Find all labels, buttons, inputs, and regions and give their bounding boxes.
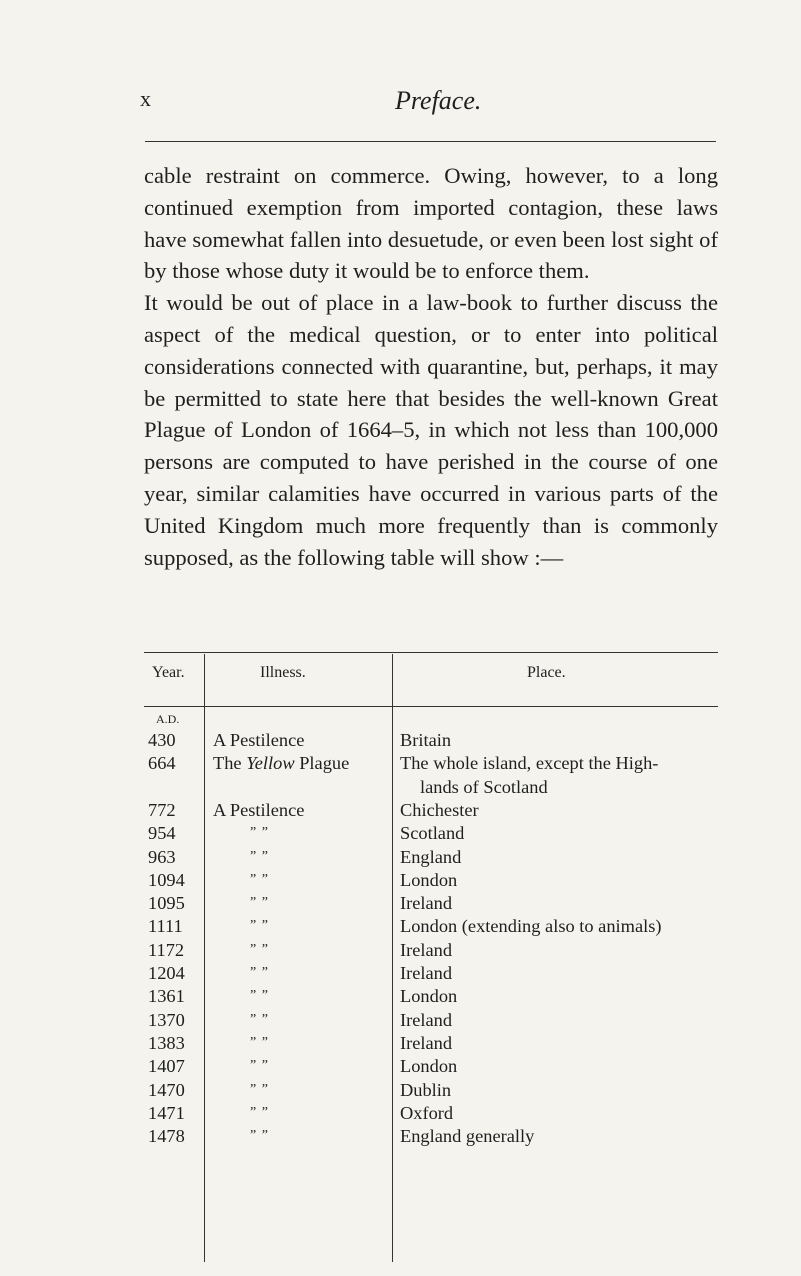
column-header-illness: Illness. (260, 664, 306, 681)
ditto-mark: ” ” (250, 1128, 269, 1144)
year-cell: 1478 (148, 1126, 185, 1147)
ditto-mark: ” ” (250, 848, 269, 864)
year-cell: 664 (148, 753, 176, 774)
place-cell: London (400, 1056, 458, 1077)
ditto-mark: ” ” (250, 918, 269, 934)
ditto-mark: ” ” (250, 1058, 269, 1074)
place-cell-continuation: lands of Scotland (420, 776, 548, 797)
illness-text: A Pestilence (213, 730, 305, 750)
year-cell: 1095 (148, 893, 185, 914)
place-cell: Chichester (400, 799, 479, 820)
year-cell: 430 (148, 730, 176, 750)
illness-text: A Pestilence (213, 799, 305, 820)
illness-italic-text: Yellow (246, 753, 295, 774)
place-cell: Scotland (400, 823, 465, 844)
body-text (144, 160, 718, 573)
year-cell: 1172 (148, 939, 185, 960)
page-header (0, 86, 801, 126)
illness-text: The (213, 753, 247, 774)
page-number: x (140, 86, 151, 111)
ditto-mark: ” ” (250, 941, 269, 957)
illness-cell (213, 753, 349, 774)
ditto-mark: ” ” (250, 988, 269, 1004)
illness-suffix-text: Plague (294, 753, 350, 774)
illness-cell (213, 800, 304, 821)
place-cell: England generally (400, 1126, 535, 1147)
year-cell: 1361 (148, 986, 185, 1007)
place-cell: Ireland (400, 1032, 453, 1053)
ditto-mark: ” ” (250, 871, 269, 887)
place-cell: London (400, 869, 458, 890)
year-cell: 1470 (148, 1079, 185, 1100)
table-top-rule (144, 652, 718, 653)
ditto-mark: ” ” (250, 965, 269, 980)
place-cell: Ireland (400, 1009, 453, 1030)
year-cell: 954 (148, 823, 176, 844)
ditto-mark: ” ” (250, 1034, 269, 1050)
year-cell: 1111 (148, 916, 183, 937)
ditto-mark: ” ” (250, 1011, 269, 1027)
column-header-year: Year. (152, 664, 185, 681)
place-cell: Britain (400, 730, 452, 750)
column-divider-1 (204, 654, 205, 1262)
place-cell: Ireland (400, 939, 453, 960)
ditto-mark: ” ” (250, 1081, 269, 1097)
place-cell: London (400, 986, 458, 1007)
place-cell: Ireland (400, 963, 453, 983)
ditto-mark: ” ” (250, 825, 269, 841)
place-cell: Dublin (400, 1079, 452, 1100)
year-cell: 963 (148, 846, 176, 867)
era-label: A.D. (156, 712, 180, 726)
ditto-mark: ” ” (250, 895, 269, 911)
place-cell: The whole island, except the High- (400, 753, 659, 774)
year-cell: 1094 (148, 869, 185, 890)
paragraph-1: cable restraint on commerce. Owing, however, to a long continued exemption from imported contagion, these laws have somewhat fallen into desuetude, or even been lost sight of by those whose duty it would be to enforce them. (144, 163, 718, 284)
year-cell: 1383 (148, 1032, 185, 1053)
illness-cell (213, 730, 304, 751)
running-title: Preface. (395, 86, 482, 115)
header-rule (145, 141, 716, 142)
column-divider-2 (392, 654, 393, 1262)
year-cell: 772 (148, 799, 176, 820)
year-cell: 1407 (148, 1056, 185, 1077)
table-head-rule (144, 706, 718, 707)
column-header-place: Place. (527, 664, 566, 681)
place-cell: Ireland (400, 893, 453, 914)
place-cell: Oxford (400, 1102, 454, 1123)
place-cell: England (400, 846, 462, 867)
ditto-mark: ” ” (250, 1104, 269, 1120)
year-cell: 1370 (148, 1009, 185, 1030)
year-cell: 1204 (148, 963, 185, 983)
year-cell: 1471 (148, 1102, 185, 1123)
paragraph-2: It would be out of place in a law-book to further discuss the aspect of the medical question, or to enter into political considerations connected with quarantine, but, perhaps, it may be permitted to state here that besides the well-known Great Plague of London of 1664–5, in which not less than 100,000 persons are computed to have perished in the course of one year, similar calamities have occurred in various parts of the United Kingdom much more frequently than is commonly supposed, as the following table will show :— (144, 290, 718, 570)
place-cell: London (extending also to animals) (400, 916, 662, 937)
